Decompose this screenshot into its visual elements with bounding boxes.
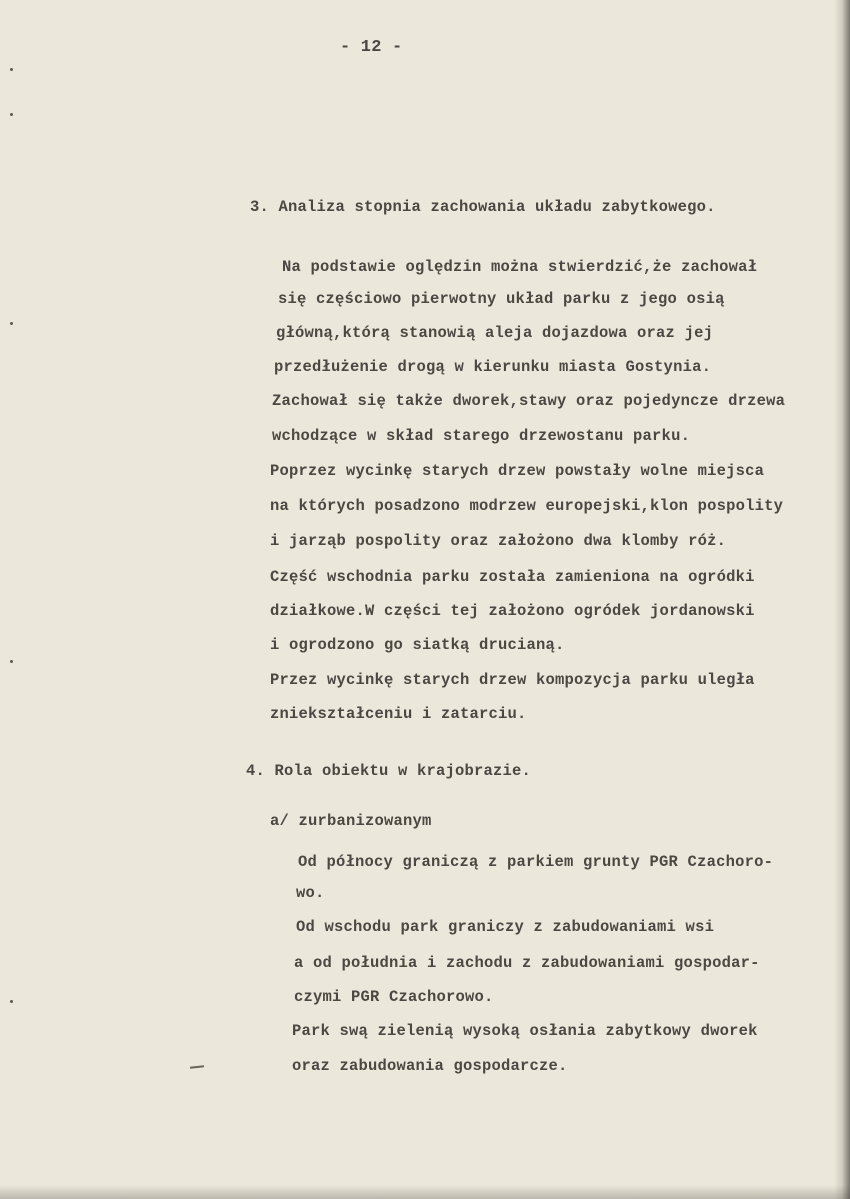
section-4-line: czymi PGR Czachorowo.: [294, 988, 494, 1006]
section-3-line: Część wschodnia parku została zamieniona na ogródki: [270, 568, 755, 586]
section-4-subheading: a/ zurbanizowanym: [270, 812, 432, 830]
page-edge-shadow-right: [834, 0, 850, 1199]
section-4-line: oraz zabudowania gospodarcze.: [292, 1057, 568, 1075]
page-number: - 12 -: [340, 38, 403, 57]
binder-hole-mark: [10, 113, 13, 116]
section-3-line: i ogrodzono go siatką drucianą.: [270, 636, 565, 654]
section-3-line: Zachował się także dworek,stawy oraz pojedyncze drzewa: [272, 392, 786, 410]
page-edge-shadow-bottom: [0, 1185, 850, 1199]
section-3-line: główną,którą stanowią aleja dojazdowa oraz jej: [276, 324, 714, 342]
section-3-line: i jarząb pospolity oraz założono dwa klomby róż.: [270, 532, 727, 550]
section-4-line: Park swą zielenią wysoką osłania zabytkowy dworek: [292, 1022, 758, 1040]
binder-hole-mark: [10, 68, 13, 71]
section-3-line: Na podstawie oględzin można stwierdzić,że zachował: [282, 258, 758, 276]
section-3-line: wchodzące w skład starego drzewostanu parku.: [272, 427, 691, 445]
section-3-line: Przez wycinkę starych drzew kompozycja parku uległa: [270, 671, 755, 689]
binder-hole-mark: [10, 1000, 13, 1003]
section-4-line: wo.: [296, 884, 325, 902]
section-4-line: Od północy graniczą z parkiem grunty PGR Czachoro-: [298, 853, 774, 871]
ink-mark: [190, 1065, 204, 1068]
section-3-line: Poprzez wycinkę starych drzew powstały wolne miejsca: [270, 462, 765, 480]
section-3-line: na których posadzono modrzew europejski,klon pospolity: [270, 497, 784, 515]
section-4-line: a od południa i zachodu z zabudowaniami gospodar-: [294, 954, 760, 972]
section-4-heading: 4. Rola obiektu w krajobrazie.: [246, 762, 532, 780]
section-3-line: przedłużenie drogą w kierunku miasta Gostynia.: [274, 358, 712, 376]
section-3-line: się częściowo pierwotny układ parku z jego osią: [278, 290, 725, 308]
section-3-heading: 3. Analiza stopnia zachowania układu zabytkowego.: [250, 198, 716, 216]
section-3-line: działkowe.W części tej założono ogródek jordanowski: [270, 602, 755, 620]
section-3-line: zniekształceniu i zatarciu.: [270, 705, 527, 723]
binder-hole-mark: [10, 660, 13, 663]
binder-hole-mark: [10, 322, 13, 325]
section-4-line: Od wschodu park graniczy z zabudowaniami wsi: [296, 918, 715, 936]
